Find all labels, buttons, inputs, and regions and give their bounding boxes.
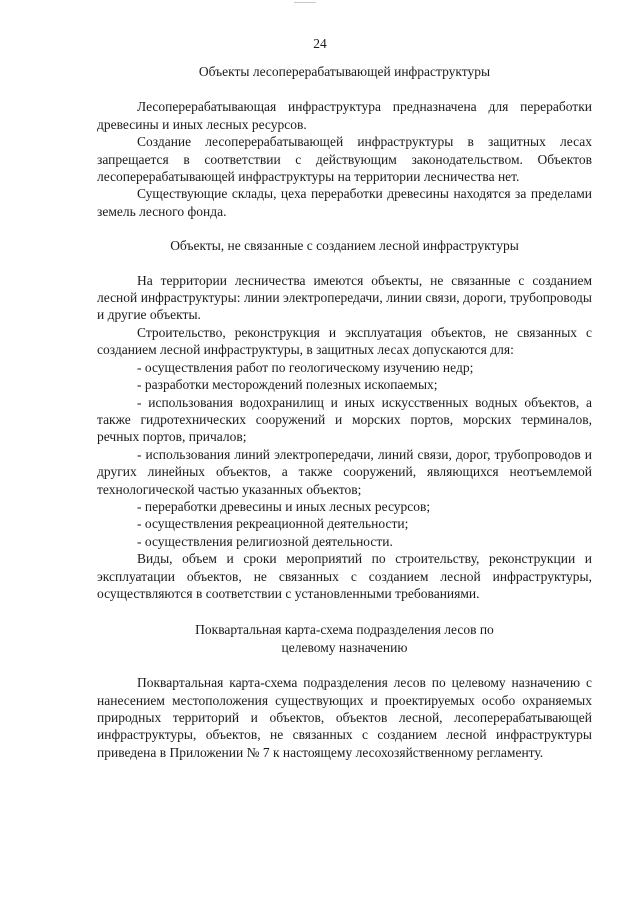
paragraph: На территории лесничества имеются объекты, не связанные с созданием лесной инфраструктуры: линии электропередачи, линии связи, дороги, трубопроводы и другие объекты. (97, 272, 592, 323)
list-item: - использования линий электропередачи, линий связи, дорог, трубопроводов и других линейных объектов, а также сооружений, являющихся неотъемлемой технологической частью указанных объектов; (97, 446, 592, 497)
page-number: 24 (313, 36, 327, 51)
paragraph: Поквартальная карта-схема подразделения лесов по целевому назначению с нанесением местоположения существующих и проектируемых особо охраняемых природных территорий и объектов, объектов лесной, лесоперерабатывающей инфраструктуры, объектов, не связанных с созданием лесной инфраструктуры приведена в Приложении № 7 к настоящему лесохозяйственному регламенту. (97, 675, 592, 760)
list-item: - осуществления рекреационной деятельности; (137, 516, 409, 532)
heading-line: Поквартальная карта-схема подразделения лесов по (195, 622, 494, 638)
list-item: - переработки древесины и иных лесных ресурсов; (137, 498, 431, 514)
list-item: - осуществления религиозной деятельности. (137, 533, 393, 549)
paragraph: Существующие склады, цеха переработки древесины находятся за пределами земель лесного фонда. (97, 186, 592, 219)
scan-artifact (294, 2, 316, 6)
section-heading-non-forest-objects: Объекты, не связанные с созданием лесной инфраструктуры (170, 238, 519, 254)
list-item: - разработки месторождений полезных ископаемых; (137, 377, 438, 393)
section-heading-quarterly-map (97, 621, 592, 656)
paragraph: Строительство, реконструкция и эксплуатация объектов, не связанных с созданием лесной инфраструктуры, в защитных лесах допускаются для: (97, 324, 592, 358)
heading-line: целевому назначению (281, 639, 408, 655)
list-item: - использования водохранилищ и иных искусственных водных объектов, а также гидротехнических сооружений и морских портов, морских терминалов, речных портов, причалов; (97, 394, 592, 445)
paragraph: Создание лесоперерабатывающей инфраструктуры в защитных лесах запрещается в соответствии с действующим законодательством. Объектов лесоперерабатывающей инфраструктуры на территории лесничества нет. (97, 134, 592, 185)
paragraph: Виды, объем и сроки мероприятий по строительству, реконструкции и эксплуатации объектов, не связанных с созданием лесной инфраструктуры, осуществляются в соответствии с установленными требованиями. (97, 551, 592, 601)
list-item: - осуществления работ по геологическому изучению недр; (137, 359, 474, 375)
section-heading-processing-infrastructure: Объекты лесоперерабатывающей инфраструктуры (198, 64, 491, 79)
page-content (97, 63, 592, 761)
paragraph: Лесоперерабатывающая инфраструктура предназначена для переработки древесины и иных лесных ресурсов. (97, 99, 592, 132)
